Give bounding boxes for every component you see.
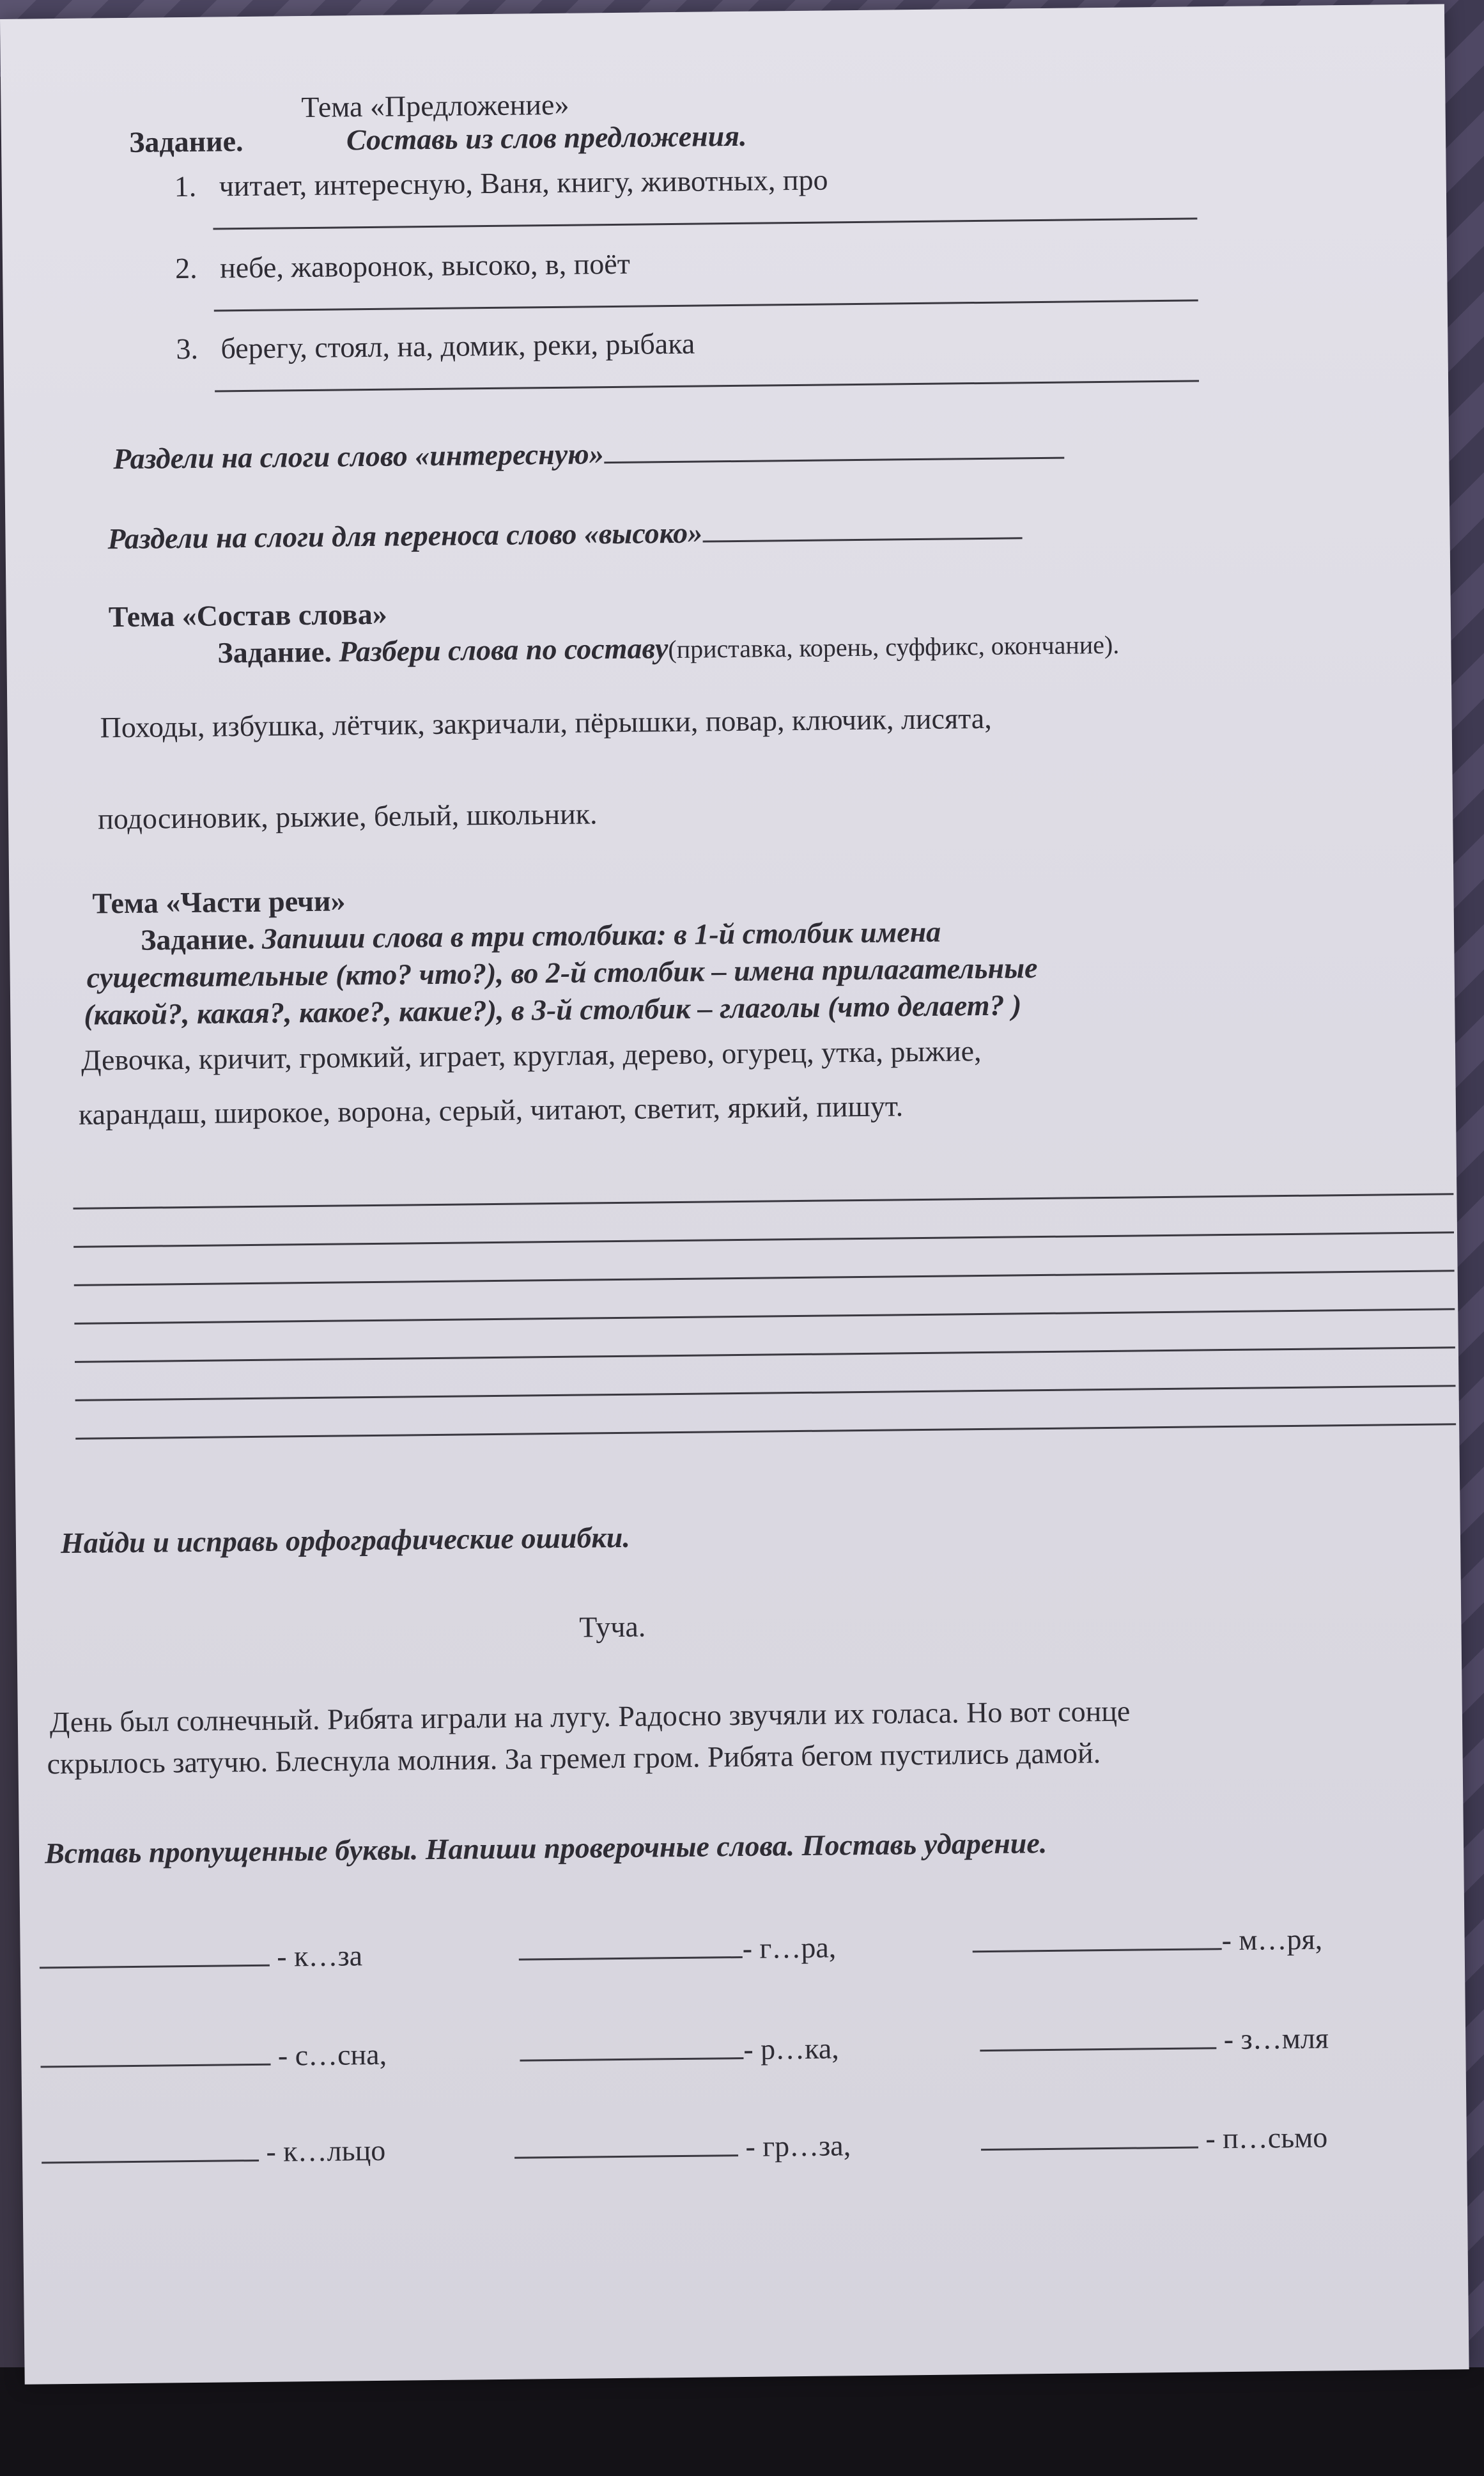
story-title: Туча.	[579, 1610, 646, 1644]
fill-in-item: - м…ря,	[972, 1920, 1322, 1959]
section2-title: Тема «Состав слова»	[108, 597, 387, 634]
fill-in-item: - гр…за,	[514, 2126, 851, 2165]
answer-line	[73, 1231, 1454, 1248]
fill-in-item: - с…сна,	[40, 2036, 387, 2075]
answer-blank	[518, 1929, 742, 1961]
section4-task: Найди и исправь орфографические ошибки.	[60, 1520, 631, 1560]
sentence-item-1-num: 1.	[174, 169, 197, 203]
fill-in-item: - к…за	[39, 1936, 362, 1975]
section2-words-line-1: Походы, избушка, лётчик, закричали, пёрышки, повар, ключик, лисята,	[100, 701, 992, 744]
section3-words-line-1: Девочка, кричит, громкий, играет, круглая, дерево, огурец, утка, рыжие,	[81, 1034, 982, 1077]
answer-blank	[42, 2133, 259, 2164]
section3-words-line-2: карандаш, широкое, ворона, серый, читают, светит, яркий, пишут.	[78, 1089, 904, 1131]
section3-task-line-1: Задание. Запиши слова в три столбика: в 1-й столбик имена	[140, 915, 941, 956]
answer-blank	[520, 2030, 743, 2062]
section5-task: Вставь пропущенные буквы. Напиши проверочные слова. Поставь ударение.	[44, 1826, 1047, 1870]
answer-blank	[603, 430, 1063, 464]
answer-line	[75, 1423, 1456, 1440]
hyphenation-task: Раздели на слоги для переноса слово «высоко»	[107, 510, 1022, 556]
fill-in-item: - з…мля	[980, 2019, 1329, 2058]
answer-line	[214, 299, 1198, 311]
answer-line	[75, 1346, 1455, 1363]
story-line-1: День был солнечный. Рибята играли на лугу. Радосно звучяли их голаса. Но вот сонце	[49, 1694, 1131, 1739]
section3-task-line-2: существительные (кто? что?), во 2-й столбик – имена прилагательные	[86, 951, 1038, 994]
answer-blank	[39, 1938, 269, 1969]
section2-words-line-2: подосиновик, рыжие, белый, школьник.	[97, 797, 598, 836]
fill-in-item: - п…сьмо	[981, 2118, 1328, 2157]
worksheet-page	[0, 4, 1469, 2384]
sentence-item-1-words: читает, интересную, Ваня, книгу, животных, про	[219, 163, 828, 203]
section2-task: Задание. Разбери слова по составу(приставка, корень, суффикс, окончание).	[217, 630, 1120, 669]
section1-title: Тема «Предложение»	[301, 88, 569, 124]
answer-blank	[40, 2037, 270, 2068]
syllables-task: Раздели на слоги слово «интересную»	[113, 430, 1064, 476]
section3-task-line-3: (какой?, какая?, какое?, какие?), в 3-й столбик – глаголы (что делает? )	[84, 988, 1022, 1031]
answer-line	[74, 1270, 1455, 1286]
section1-task-text: Составь из слов предложения.	[346, 119, 747, 157]
answer-blank	[981, 2120, 1198, 2151]
answer-line	[215, 380, 1199, 392]
answer-blank	[980, 2020, 1216, 2052]
story-line-2: скрылось затучю. Блеснула молния. За гремел гром. Рибята бегом пустились дамой.	[47, 1736, 1101, 1780]
answer-line	[74, 1308, 1455, 1325]
sentence-item-2-words: небе, жаворонок, высоко, в, поёт	[219, 247, 631, 284]
answer-line	[73, 1193, 1453, 1210]
answer-blank	[702, 510, 1022, 542]
sentence-item-3-num: 3.	[176, 332, 199, 366]
fill-in-item: - г…ра,	[518, 1928, 836, 1967]
answer-blank	[972, 1921, 1221, 1952]
section1-task-label: Задание.	[128, 125, 243, 159]
sentence-item-2-num: 2.	[174, 251, 197, 285]
fill-in-item: - р…ка,	[520, 2029, 839, 2068]
answer-blank	[514, 2128, 738, 2159]
background-table	[0, 2367, 1484, 2476]
answer-line	[213, 217, 1197, 230]
fill-in-item: - к…льцо	[42, 2131, 386, 2170]
sentence-item-3-words: берегу, стоял, на, домик, реки, рыбака	[220, 327, 695, 365]
answer-line	[75, 1385, 1456, 1401]
section3-title: Тема «Части речи»	[92, 884, 346, 920]
